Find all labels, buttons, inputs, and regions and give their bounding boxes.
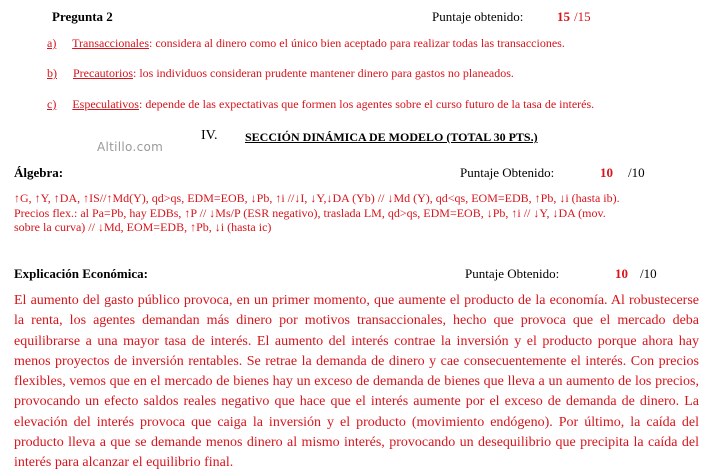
- watermark: Altillo.com: [97, 140, 164, 154]
- score-total: /15: [574, 9, 591, 24]
- definition-letter: c): [47, 97, 57, 111]
- definition-item: [47, 36, 565, 51]
- explanation-heading: Explicación Económica:: [14, 266, 148, 281]
- definition-term: Especulativos: [72, 97, 139, 111]
- explanation-paragraph: El aumento del gasto público provoca, en un primer momento, que aumente el producto de la economía. Al robustecerse la renta, los agentes demandan más dinero por motivos transaccionales, hecho que provoca que el mercado deba equilibrarse a una mayor tasa de interés. El aumento del interés contrae la inversión y el producto porque ahora hay menos proyectos de inversión rentables. Se retrae la demanda de dinero y cae consecuentemente el interés. Con precios flexibles, vemos que en el mercado de bienes hay un exceso de demanda de bienes que lleva a un aumento de los precios, provocando un efecto saldos reales negativo que hace que el interés aumente por el exceso de demanda de dinero. La elevación del interés provoca que caiga la inversión y el producto (movimiento endógeno). Por último, la caída del producto lleva a que se demande menos dinero al mismo interés, provocando un desequilibrio que precipita la caída del interés para alcanzar el equilibrio final.: [14, 293, 699, 471]
- algebra-score-total: /10: [628, 165, 645, 180]
- algebra-content: [14, 191, 704, 235]
- definition-item: [47, 97, 594, 112]
- definition-text: : considera al dinero como el único bien aceptado para realizar todas las transacciones.: [149, 36, 565, 50]
- algebra-score-label: Puntaje Obtenido:: [460, 165, 555, 180]
- algebra-line: Precios flex.: al Pa=Pb, hay EDBs, ↑P // ↓Ms/P (ESR negativo), traslada LM, qd>qs, EDM=EOB, ↓Pb, ↑i // ↓Y, ↓DA (mov.: [14, 205, 606, 220]
- algebra-score-value: 10: [600, 165, 613, 180]
- section-title: SECCIÓN DINÁMICA DE MODELO (TOTAL 30 PTS.): [245, 130, 538, 144]
- section-number: IV.: [201, 128, 218, 143]
- definition-letter: a): [47, 36, 57, 50]
- definition-term: Precautorios: [73, 66, 133, 80]
- explanation-score-total: /10: [640, 266, 657, 281]
- explanation-score-value: 10: [615, 266, 628, 281]
- score-label: Puntaje obtenido:: [432, 9, 524, 24]
- algebra-heading: Álgebra:: [14, 165, 64, 180]
- explanation-score-label: Puntaje Obtenido:: [465, 266, 560, 281]
- definition-term: Transaccionales: [72, 36, 149, 50]
- algebra-line: ↑G, ↑Y, ↑DA, ↑IS//↑Md(Y), qd>qs, EDM=EOB, ↓Pb, ↑i //↓I, ↓Y,↓DA (Yb) // ↓Md (Y), qd<qs, EOM=EDB, ↑Pb, ↓i (hasta ib).: [14, 191, 620, 205]
- algebra-line: sobre la curva) // ↓Md, EOM=EDB, ↑Pb, ↓i (hasta ic): [14, 220, 272, 234]
- definition-text: : depende de las expectativas que formen los agentes sobre el curso futuro de la tasa de interés.: [138, 97, 595, 111]
- definition-item: [47, 66, 514, 81]
- question-label: Pregunta 2: [52, 9, 113, 24]
- definition-text: : los individuos consideran prudente mantener dinero para gastos no planeados.: [132, 66, 514, 80]
- definition-letter: b): [47, 66, 57, 80]
- score-value: 15: [557, 9, 570, 24]
